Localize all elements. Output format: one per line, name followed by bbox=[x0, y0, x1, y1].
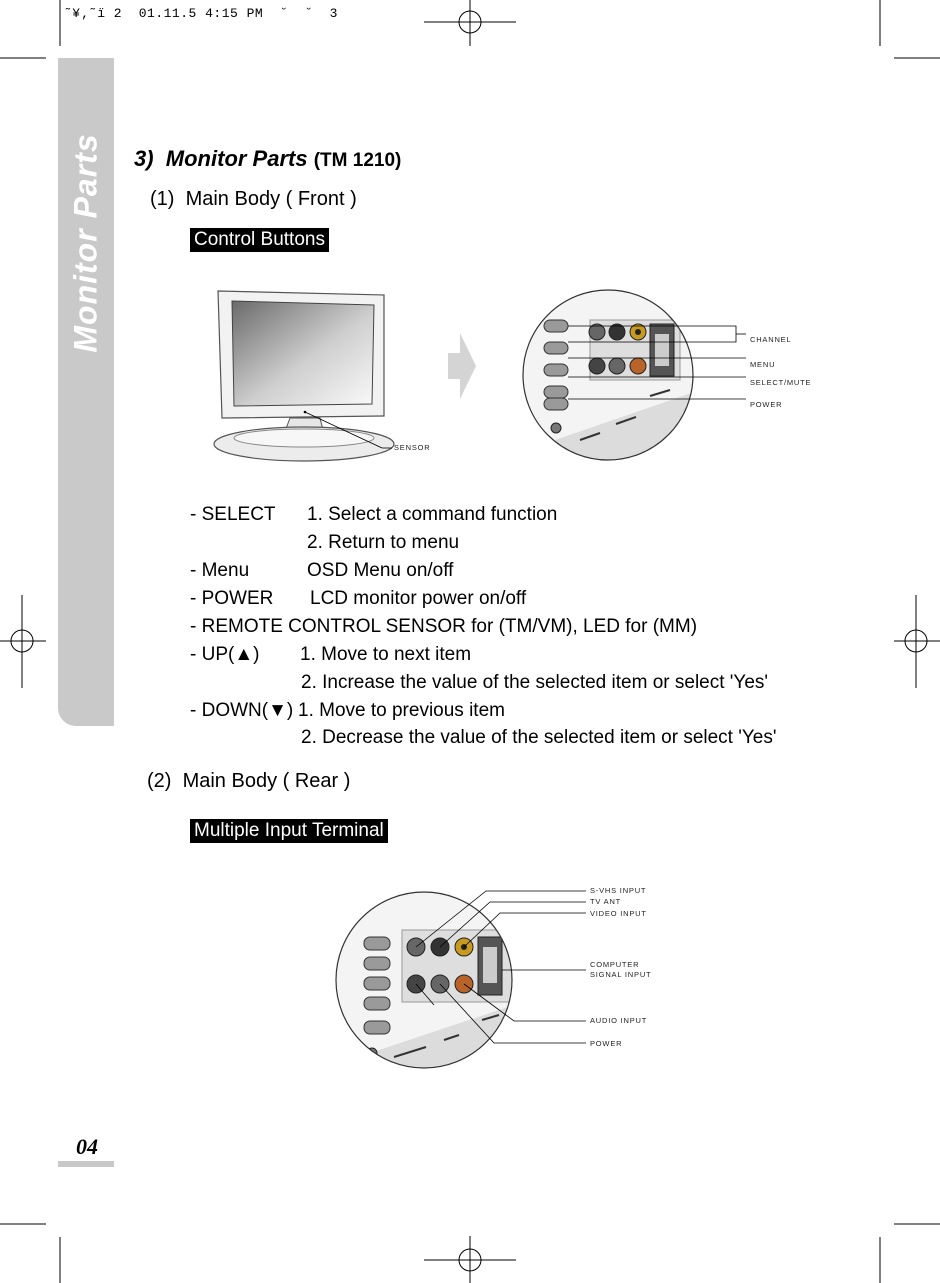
callout-select-mute: SELECT/MUTE bbox=[750, 378, 812, 387]
desc-down-line1: 1. Move to previous item bbox=[298, 700, 505, 721]
sidebar-title: Monitor Parts bbox=[67, 133, 104, 353]
desc-up-line1: 1. Move to next item bbox=[300, 644, 472, 665]
desc-down-line2: 2. Decrease the value of the selected item or select 'Yes' bbox=[301, 727, 777, 748]
callout-sensor: SENSOR bbox=[394, 443, 431, 452]
desc-select-line2: 2. Return to menu bbox=[307, 532, 460, 553]
control-buttons-label: Control Buttons bbox=[190, 228, 329, 252]
section-title: 3) Monitor Parts (TM 1210) bbox=[134, 146, 402, 171]
callout-video-input: VIDEO INPUT bbox=[590, 909, 647, 918]
callout-audio-input: AUDIO INPUT bbox=[590, 1016, 648, 1025]
rear-heading: (2) Main Body ( Rear ) bbox=[147, 770, 351, 792]
callout-menu: MENU bbox=[750, 360, 776, 369]
desc-menu-line1: OSD Menu on/off bbox=[307, 560, 454, 581]
desc-power-line1: LCD monitor power on/off bbox=[310, 588, 527, 609]
page-number: 04 bbox=[76, 1134, 98, 1159]
desc-menu: - Menu bbox=[190, 560, 250, 581]
control-panel-zoom bbox=[520, 290, 920, 490]
callout-rear-power: POWER bbox=[590, 1039, 623, 1048]
monitor-front-illustration bbox=[212, 288, 412, 468]
print-header: ˜¥‚˜ï 2 01.11.5 4:15 PM ˘ ˘ 3 bbox=[64, 6, 338, 21]
callout-tv-ant: TV ANT bbox=[590, 897, 622, 906]
front-heading: (1) Main Body ( Front ) bbox=[150, 188, 357, 210]
callout-channel: CHANNEL bbox=[750, 335, 792, 344]
page-number-bar bbox=[58, 1161, 114, 1167]
desc-up-line2: 2. Increase the value of the selected item or select 'Yes' bbox=[301, 672, 769, 693]
desc-remote-sensor: - REMOTE CONTROL SENSOR for (TM/VM), LED for (MM) bbox=[190, 616, 698, 637]
desc-up: - UP(▲) bbox=[190, 644, 260, 665]
multiple-input-terminal-label: Multiple Input Terminal bbox=[190, 819, 388, 843]
callout-svhs-input: S-VHS INPUT bbox=[590, 886, 647, 895]
desc-power: - POWER bbox=[190, 588, 274, 609]
arrow-right-icon bbox=[448, 333, 480, 399]
callout-power: POWER bbox=[750, 400, 783, 409]
desc-select-line1: 1. Select a command function bbox=[307, 504, 558, 525]
callout-signal-input: SIGNAL INPUT bbox=[590, 970, 652, 979]
desc-select: - SELECT bbox=[190, 504, 276, 525]
desc-down: - DOWN(▼) bbox=[190, 700, 294, 721]
callout-computer: COMPUTER bbox=[590, 960, 640, 969]
